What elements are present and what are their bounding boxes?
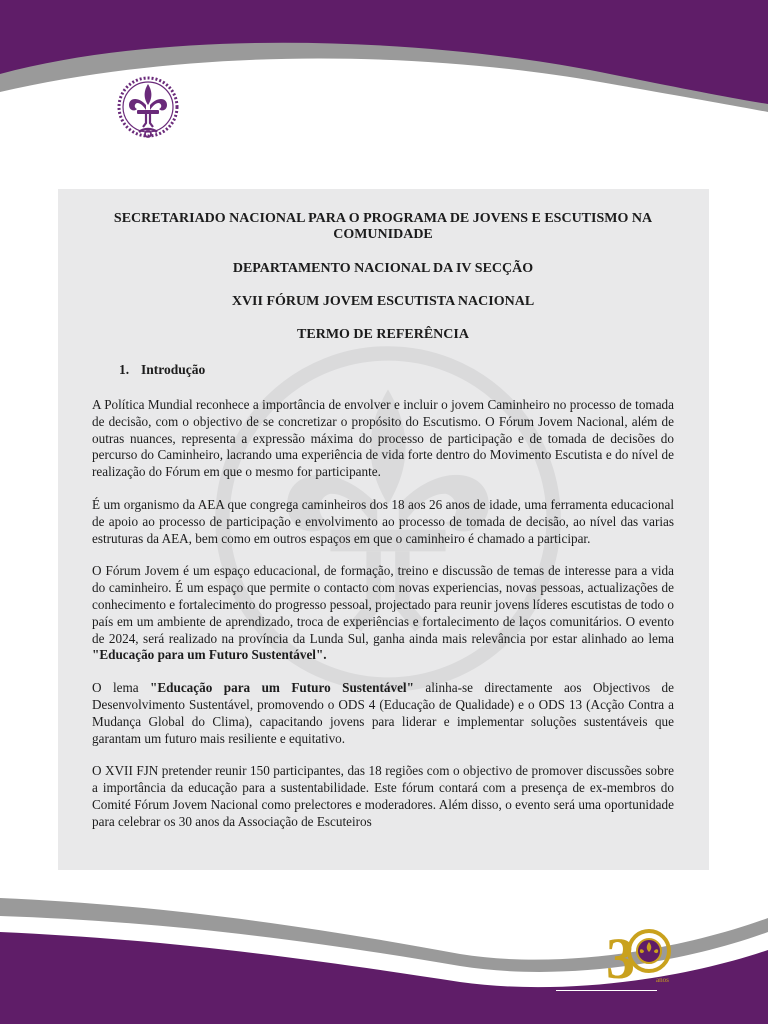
document-title-terms: TERMO DE REFERÊNCIA — [297, 327, 469, 342]
motto-highlight: "Educação para um Futuro Sustentável". — [92, 647, 327, 663]
paragraph-participants: O XVII FJN pretender reunir 150 participantes, das 18 regiões com o objectivo de promover discussões sobre a importância da educação para a sustentabilidade. Este fórum contará com a presença de ex-membros do Comité Fórum Jovem Nacional como prelectores e moderadores. Além disso, o evento será uma oportunidade para celebrar os 30 anos da Associação de Escuteiros — [92, 763, 674, 829]
section-number: 1. — [119, 362, 130, 377]
document-title-department: DEPARTAMENTO NACIONAL DA IV SECÇÃO — [232, 261, 534, 276]
paragraph-motto — [92, 680, 674, 747]
section-title: Introdução — [141, 362, 206, 377]
scout-logo-icon — [113, 74, 183, 144]
document-title-secretariat: SECRETARIADO NACIONAL PARA O PROGRAMA DE JOVENS E ESCUTISMO NA COMUNIDADE — [113, 211, 653, 242]
anniversary-30-icon — [604, 924, 672, 986]
paragraph-forum-space — [92, 563, 674, 664]
paragraph-policy: A Política Mundial reconhece a importância de envolver e incluir o jovem Caminheiro no processo de tomada de decisão, com o objectivo de se concretizar o propósito do Escutismo. O Fórum Jovem Nacional, além de outras nuances, representa a expressão máxima do processo de participação e de tomada de decisões do percurso do Caminheiro, lacrando uma experiência de vida forte dentro do Movimento Escutista e do nível de realização do Fórum em que o mesmo for participante. — [92, 397, 674, 480]
anniversary-number: 3 — [606, 926, 635, 986]
paragraph-organism: É um organismo da AEA que congrega caminheiros dos 18 aos 26 anos de idade, uma ferramenta educacional de apoio ao processo de participação e envolvimento ao processo de tomada de decisão, ao nível das varias estruturas da AEA, bem como em outros espaços em que o caminheiro é chamado a participar. — [92, 496, 674, 546]
motto-highlight: "Educação para um Futuro Sustentável" — [150, 680, 414, 696]
document-title-forum: XVII FÓRUM JOVEM ESCUTISTA NACIONAL — [231, 294, 535, 309]
paragraph-forum-space-text: O Fórum Jovem é um espaço educacional, de formação, treino e discussão de temas de interesse para a vida do caminheiro. É um espaço que permite o contacto com novas experiencias, novas pessoas, actualizações de conhecimento e fortalecimento do progresso pessoal, projectado para reunir jovens líderes escutistas de todo o país em um ambiente de aprendizado, troca de experiências e fortalecimento de laços comunitários. O evento de 2024, será realizado na província da Lunda Sul, ganha ainda mais relevância por estar alinhado ao lema — [92, 563, 674, 646]
paragraph-motto-lead: O lema — [92, 680, 151, 696]
paragraph-motto-text: alinha-se directamente aos Objectivos de Desenvolvimento Sustentável, promovendo o ODS 4 (Educação de Qualidade) e o ODS 13 (Acção Contra a Mudança Global do Clima), capacitando jovens para liderar e implementar soluções sustentáveis que garantam um futuro mais resiliente e equitativo. — [92, 680, 674, 746]
anniversary-label: anos — [656, 976, 669, 984]
footer-divider — [556, 990, 657, 991]
content-panel — [58, 189, 709, 870]
document-body — [92, 211, 674, 831]
section-heading-introduction — [119, 362, 674, 378]
